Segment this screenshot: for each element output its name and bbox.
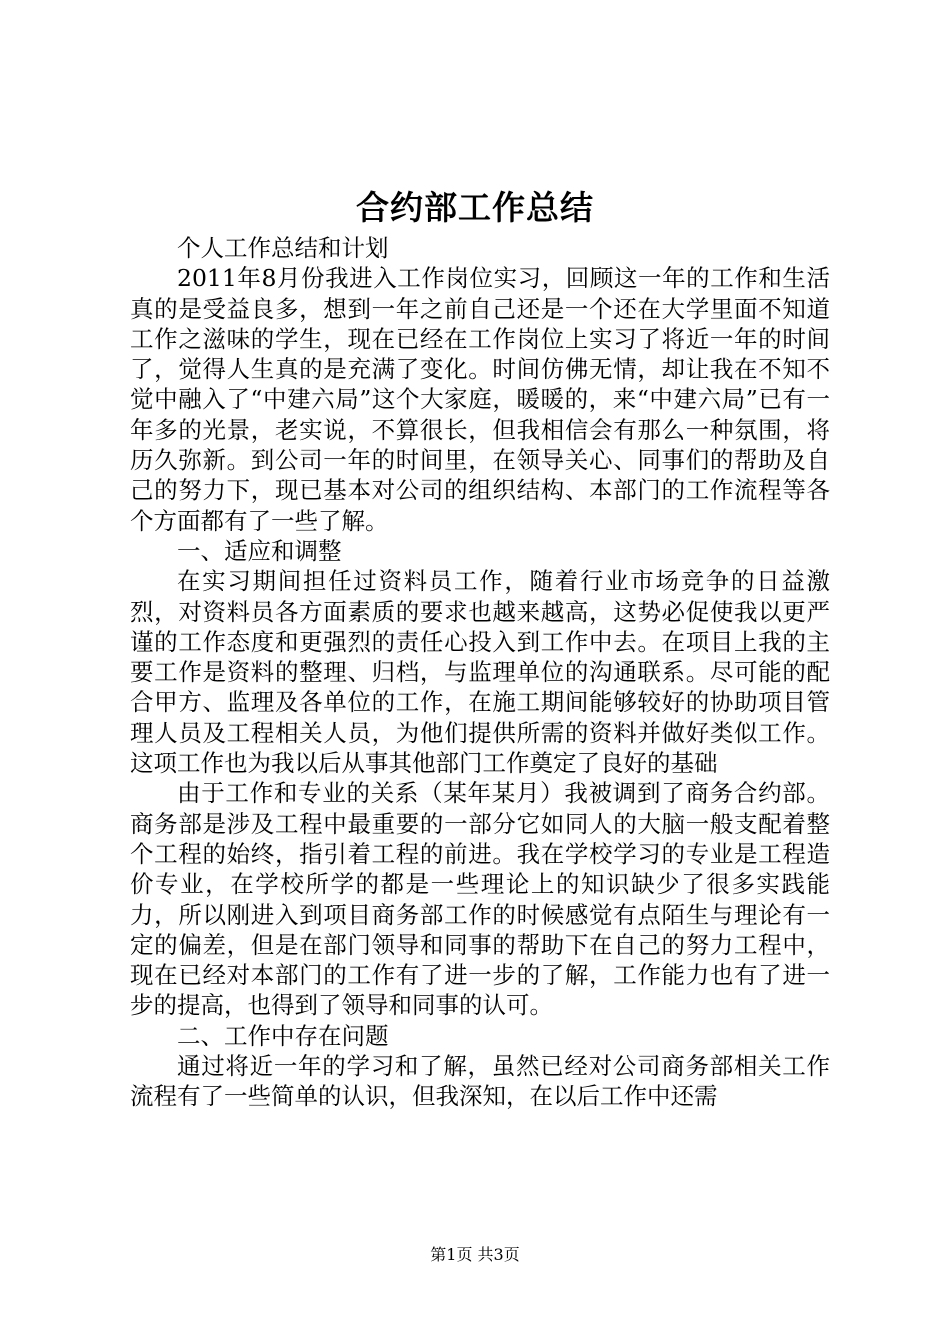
section-heading: 二、工作中存在问题 bbox=[177, 1021, 389, 1050]
body-paragraph: 在实习期间担任过资料员工作，随着行业市场竞争的日益激烈，对资料员各方面素质的要求也越来越高，这势必促使我以更严谨的工作态度和更强烈的责任心投入到工作中去。在项目上我的主要工作是资料的整理、归档，与监理单位的沟通联系。尽可能的配合甲方、监理及各单位的工作，在施工期间能够较好的协助项目管理人员及工程相关人员，为他们提供所需的资料并做好类似工作。这项工作也为我以后从事其他部门工作奠定了良好的基础 bbox=[130, 567, 830, 778]
page-footer: 第1页 共3页 bbox=[430, 1245, 520, 1264]
section-heading: 一、适应和调整 bbox=[177, 536, 342, 565]
body-paragraph: 2011年8月份我进入工作岗位实习，回顾这一年的工作和生活真的是受益良多，想到一年之前自己还是一个还在大学里面不知道工作之滋味的学生，现在已经在工作岗位上实习了将近一年的时间了，觉得人生真的是充满了变化。时间仿佛无情，却让我在不知不觉中融入了“中建六局”这个大家庭，暖暖的，来“中建六局”已有一年多的光景，老实说，不算很长，但我相信会有那么一种氛围，将历久弥新。到公司一年的时间里，在领导关心、同事们的帮助及自己的努力下，现已基本对公司的组织结构、本部门的工作流程等各个方面都有了一些了解。 bbox=[130, 264, 830, 535]
body-paragraph: 由于工作和专业的关系（某年某月）我被调到了商务合约部。商务部是涉及工程中最重要的一部分它如同人的大脑一般支配着整个工程的始终，指引着工程的前进。我在学校学习的专业是工程造价专业，在学校所学的都是一些理论上的知识缺少了很多实践能力，所以刚进入到项目商务部工作的时候感觉有点陌生与理论有一定的偏差，但是在部门领导和同事的帮助下在自己的努力工程中，现在已经对本部门的工作有了进一步的了解，工作能力也有了进一步的提高，也得到了领导和同事的认可。 bbox=[130, 779, 830, 1020]
document-title: 合约部工作总结 bbox=[356, 188, 594, 227]
document-body bbox=[130, 233, 830, 1112]
section-heading: 个人工作总结和计划 bbox=[177, 234, 389, 262]
body-paragraph: 通过将近一年的学习和了解，虽然已经对公司商务部相关工作流程有了一些简单的认识，但我深知，在以后工作中还需 bbox=[130, 1052, 830, 1111]
